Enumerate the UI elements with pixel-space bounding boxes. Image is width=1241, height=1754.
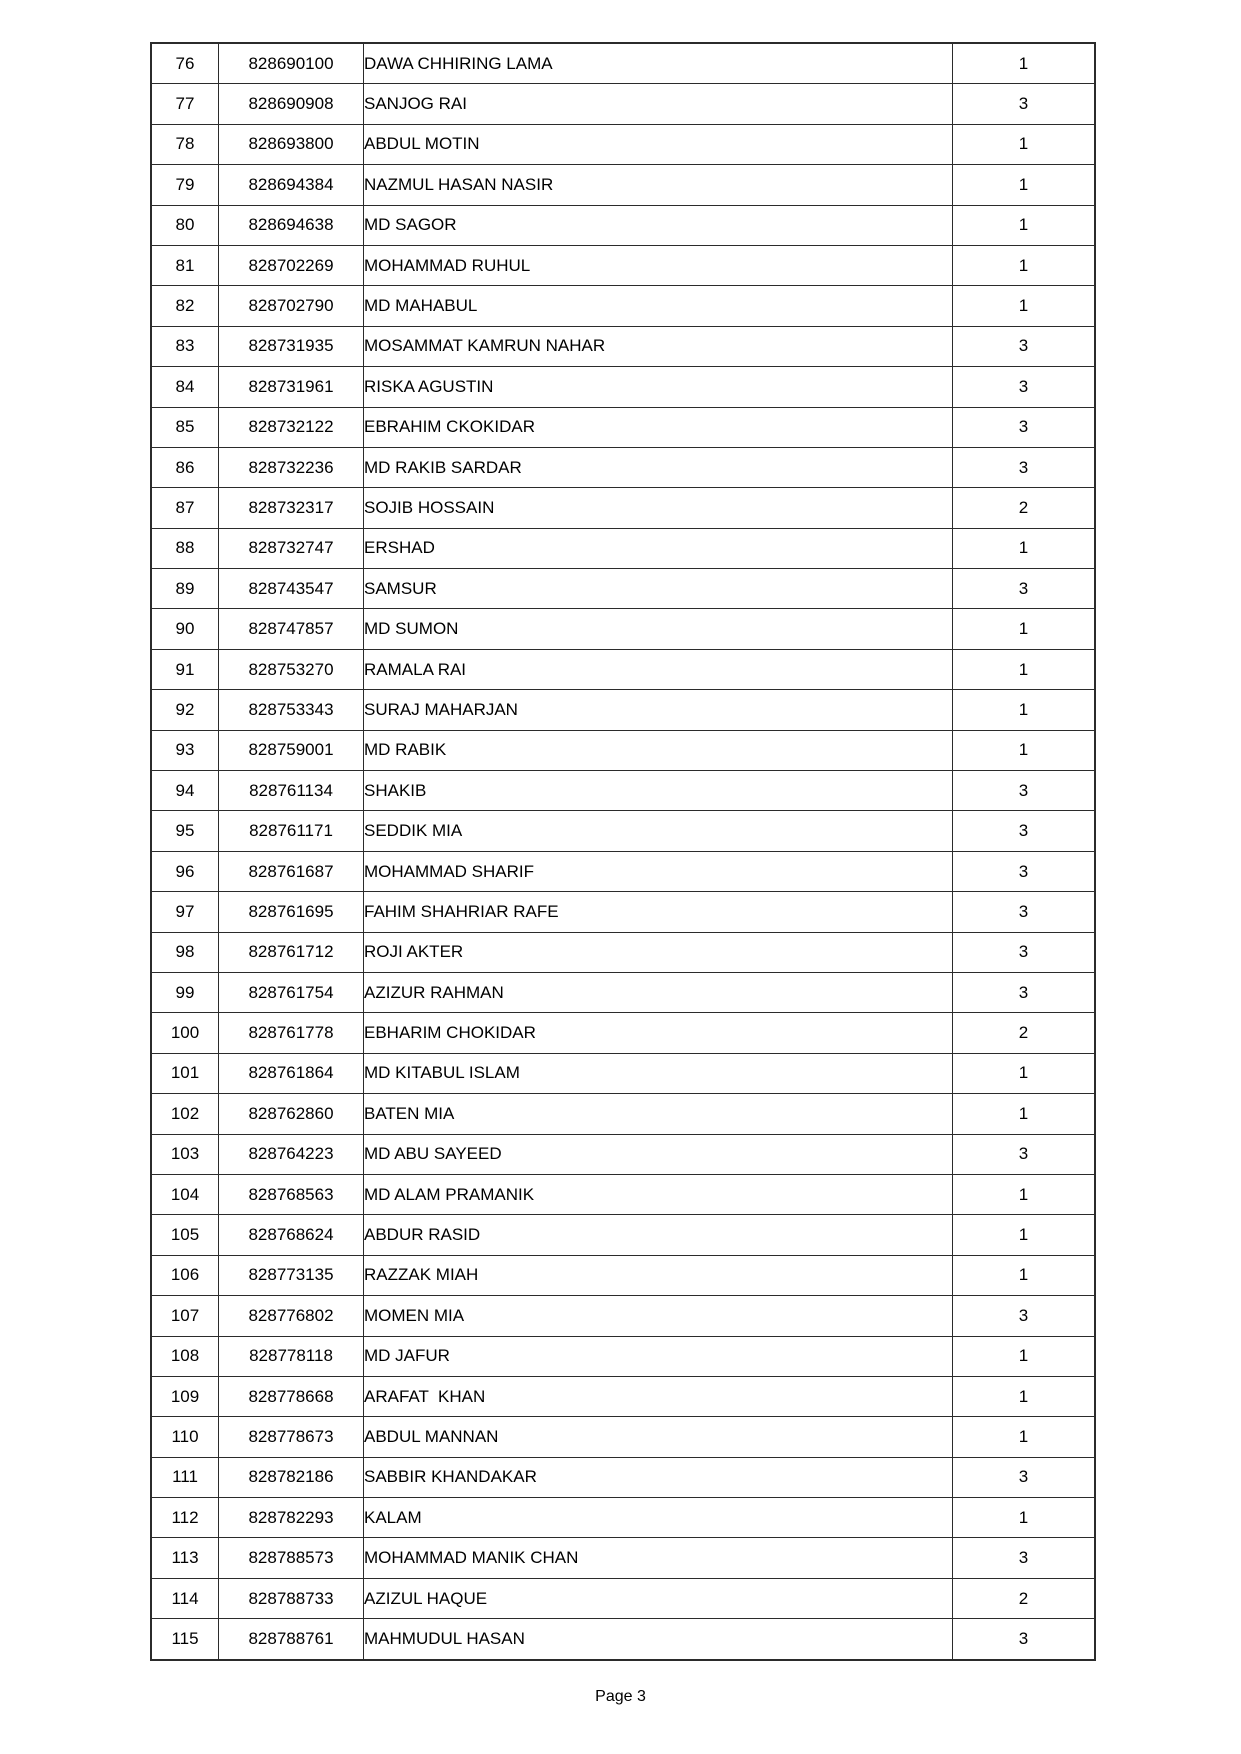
id-number-cell: 828702790 [219,286,364,326]
row-number-cell: 95 [151,811,219,851]
row-number-cell: 109 [151,1376,219,1416]
count-cell: 3 [953,447,1096,487]
table-row [151,771,1095,811]
name-cell: EBHARIM CHOKIDAR [364,1013,953,1053]
id-number-cell: 828773135 [219,1255,364,1295]
row-number-cell: 108 [151,1336,219,1376]
table-row [151,609,1095,649]
name-cell: MOHAMMAD RUHUL [364,245,953,285]
table-row [151,165,1095,205]
table-row [151,1094,1095,1134]
id-number-cell: 828761134 [219,771,364,811]
id-number-cell: 828761754 [219,972,364,1012]
id-number-cell: 828778118 [219,1336,364,1376]
id-number-cell: 828778673 [219,1417,364,1457]
row-number-cell: 103 [151,1134,219,1174]
id-number-cell: 828788761 [219,1619,364,1660]
table-row [151,488,1095,528]
count-cell: 3 [953,407,1096,447]
count-cell: 3 [953,367,1096,407]
id-number-cell: 828761171 [219,811,364,851]
name-cell: DAWA CHHIRING LAMA [364,43,953,84]
count-cell: 3 [953,771,1096,811]
table-row [151,569,1095,609]
name-cell: AZIZUL HAQUE [364,1578,953,1618]
id-number-cell: 828694638 [219,205,364,245]
table-row [151,1296,1095,1336]
count-cell: 3 [953,932,1096,972]
name-cell: MD MAHABUL [364,286,953,326]
name-cell: SHAKIB [364,771,953,811]
count-cell: 1 [953,1336,1096,1376]
table-row [151,326,1095,366]
row-number-cell: 102 [151,1094,219,1134]
count-cell: 3 [953,1619,1096,1660]
count-cell: 1 [953,1255,1096,1295]
id-number-cell: 828768563 [219,1174,364,1214]
row-number-cell: 105 [151,1215,219,1255]
id-number-cell: 828690908 [219,84,364,124]
count-cell: 3 [953,892,1096,932]
count-cell: 3 [953,851,1096,891]
id-number-cell: 828761687 [219,851,364,891]
table-row [151,1255,1095,1295]
page-number-footer: Page 3 [595,1688,646,1705]
table-row [151,972,1095,1012]
id-number-cell: 828778668 [219,1376,364,1416]
row-number-cell: 106 [151,1255,219,1295]
row-number-cell: 104 [151,1174,219,1214]
id-number-cell: 828788733 [219,1578,364,1618]
name-cell: KALAM [364,1498,953,1538]
table-row [151,892,1095,932]
count-cell: 1 [953,286,1096,326]
name-cell: ABDUR RASID [364,1215,953,1255]
name-cell: AZIZUR RAHMAN [364,972,953,1012]
table-row [151,528,1095,568]
id-number-cell: 828782293 [219,1498,364,1538]
row-number-cell: 78 [151,124,219,164]
id-number-cell: 828731961 [219,367,364,407]
count-cell: 3 [953,84,1096,124]
id-number-cell: 828759001 [219,730,364,770]
id-number-cell: 828732317 [219,488,364,528]
name-cell: ARAFAT KHAN [364,1376,953,1416]
row-number-cell: 89 [151,569,219,609]
id-number-cell: 828732747 [219,528,364,568]
id-number-cell: 828764223 [219,1134,364,1174]
row-number-cell: 87 [151,488,219,528]
table-row [151,1134,1095,1174]
table-row [151,84,1095,124]
id-number-cell: 828747857 [219,609,364,649]
row-number-cell: 97 [151,892,219,932]
count-cell: 3 [953,1134,1096,1174]
row-number-cell: 96 [151,851,219,891]
table-row [151,407,1095,447]
table-row [151,1215,1095,1255]
name-cell: MD SAGOR [364,205,953,245]
count-cell: 1 [953,1498,1096,1538]
id-number-cell: 828690100 [219,43,364,84]
table-row [151,1578,1095,1618]
id-number-cell: 828732122 [219,407,364,447]
row-number-cell: 82 [151,286,219,326]
name-cell: SABBIR KHANDAKAR [364,1457,953,1497]
name-cell: MD RAKIB SARDAR [364,447,953,487]
name-cell: RAZZAK MIAH [364,1255,953,1295]
name-cell: MOHAMMAD SHARIF [364,851,953,891]
table-row [151,1336,1095,1376]
name-cell: SEDDIK MIA [364,811,953,851]
row-number-cell: 100 [151,1013,219,1053]
table-row [151,1457,1095,1497]
table-row [151,1174,1095,1214]
name-cell: EBRAHIM CKOKIDAR [364,407,953,447]
row-number-cell: 77 [151,84,219,124]
row-number-cell: 101 [151,1053,219,1093]
count-cell: 3 [953,972,1096,1012]
row-number-cell: 99 [151,972,219,1012]
row-number-cell: 93 [151,730,219,770]
name-cell: SOJIB HOSSAIN [364,488,953,528]
count-cell: 1 [953,245,1096,285]
table-row [151,124,1095,164]
count-cell: 2 [953,1578,1096,1618]
name-cell: NAZMUL HASAN NASIR [364,165,953,205]
row-number-cell: 76 [151,43,219,84]
count-cell: 3 [953,1457,1096,1497]
count-cell: 2 [953,488,1096,528]
id-number-cell: 828753270 [219,649,364,689]
table-row [151,851,1095,891]
row-number-cell: 80 [151,205,219,245]
table-row [151,690,1095,730]
table-row [151,447,1095,487]
id-number-cell: 828731935 [219,326,364,366]
name-cell: MD RABIK [364,730,953,770]
table-row [151,1013,1095,1053]
name-cell: RAMALA RAI [364,649,953,689]
row-number-cell: 90 [151,609,219,649]
count-cell: 3 [953,1538,1096,1578]
id-number-cell: 828782186 [219,1457,364,1497]
name-cell: MOHAMMAD MANIK CHAN [364,1538,953,1578]
count-cell: 3 [953,569,1096,609]
table-row [151,1538,1095,1578]
count-cell: 1 [953,730,1096,770]
id-number-cell: 828761864 [219,1053,364,1093]
row-number-cell: 83 [151,326,219,366]
name-cell: MD ABU SAYEED [364,1134,953,1174]
table-row [151,205,1095,245]
row-number-cell: 86 [151,447,219,487]
name-cell: FAHIM SHAHRIAR RAFE [364,892,953,932]
row-number-cell: 79 [151,165,219,205]
name-cell: MD SUMON [364,609,953,649]
count-cell: 1 [953,1174,1096,1214]
row-number-cell: 110 [151,1417,219,1457]
id-number-cell: 828753343 [219,690,364,730]
name-cell: MD ALAM PRAMANIK [364,1174,953,1214]
row-number-cell: 111 [151,1457,219,1497]
count-cell: 1 [953,1215,1096,1255]
table-row [151,245,1095,285]
row-number-cell: 107 [151,1296,219,1336]
name-cell: SURAJ MAHARJAN [364,690,953,730]
table-row [151,367,1095,407]
table-row [151,1619,1095,1660]
count-cell: 3 [953,1296,1096,1336]
name-cell: MAHMUDUL HASAN [364,1619,953,1660]
row-number-cell: 98 [151,932,219,972]
name-cell: ROJI AKTER [364,932,953,972]
count-cell: 1 [953,1053,1096,1093]
table-row [151,43,1095,84]
id-number-cell: 828761778 [219,1013,364,1053]
table-row [151,1417,1095,1457]
row-number-cell: 94 [151,771,219,811]
roster-table-body [151,43,1095,1660]
name-cell: SAMSUR [364,569,953,609]
id-number-cell: 828743547 [219,569,364,609]
id-number-cell: 828768624 [219,1215,364,1255]
table-row [151,1376,1095,1416]
count-cell: 2 [953,1013,1096,1053]
row-number-cell: 84 [151,367,219,407]
id-number-cell: 828693800 [219,124,364,164]
count-cell: 1 [953,43,1096,84]
id-number-cell: 828762860 [219,1094,364,1134]
id-number-cell: 828761695 [219,892,364,932]
table-row [151,932,1095,972]
count-cell: 1 [953,528,1096,568]
name-cell: MD KITABUL ISLAM [364,1053,953,1093]
name-cell: SANJOG RAI [364,84,953,124]
roster-table [150,42,1096,1661]
name-cell: MOMEN MIA [364,1296,953,1336]
name-cell: ABDUL MOTIN [364,124,953,164]
count-cell: 1 [953,165,1096,205]
id-number-cell: 828694384 [219,165,364,205]
count-cell: 1 [953,1417,1096,1457]
row-number-cell: 114 [151,1578,219,1618]
id-number-cell: 828776802 [219,1296,364,1336]
name-cell: MD JAFUR [364,1336,953,1376]
count-cell: 1 [953,1094,1096,1134]
table-row [151,286,1095,326]
name-cell: ABDUL MANNAN [364,1417,953,1457]
count-cell: 3 [953,326,1096,366]
id-number-cell: 828702269 [219,245,364,285]
count-cell: 1 [953,609,1096,649]
table-row [151,649,1095,689]
count-cell: 1 [953,205,1096,245]
row-number-cell: 91 [151,649,219,689]
count-cell: 1 [953,649,1096,689]
table-row [151,730,1095,770]
row-number-cell: 113 [151,1538,219,1578]
table-row [151,1053,1095,1093]
id-number-cell: 828732236 [219,447,364,487]
id-number-cell: 828761712 [219,932,364,972]
name-cell: BATEN MIA [364,1094,953,1134]
count-cell: 1 [953,690,1096,730]
name-cell: ERSHAD [364,528,953,568]
row-number-cell: 92 [151,690,219,730]
row-number-cell: 115 [151,1619,219,1660]
id-number-cell: 828788573 [219,1538,364,1578]
name-cell: MOSAMMAT KAMRUN NAHAR [364,326,953,366]
row-number-cell: 81 [151,245,219,285]
row-number-cell: 88 [151,528,219,568]
row-number-cell: 85 [151,407,219,447]
table-row [151,1498,1095,1538]
count-cell: 1 [953,1376,1096,1416]
count-cell: 1 [953,124,1096,164]
row-number-cell: 112 [151,1498,219,1538]
table-row [151,811,1095,851]
name-cell: RISKA AGUSTIN [364,367,953,407]
count-cell: 3 [953,811,1096,851]
